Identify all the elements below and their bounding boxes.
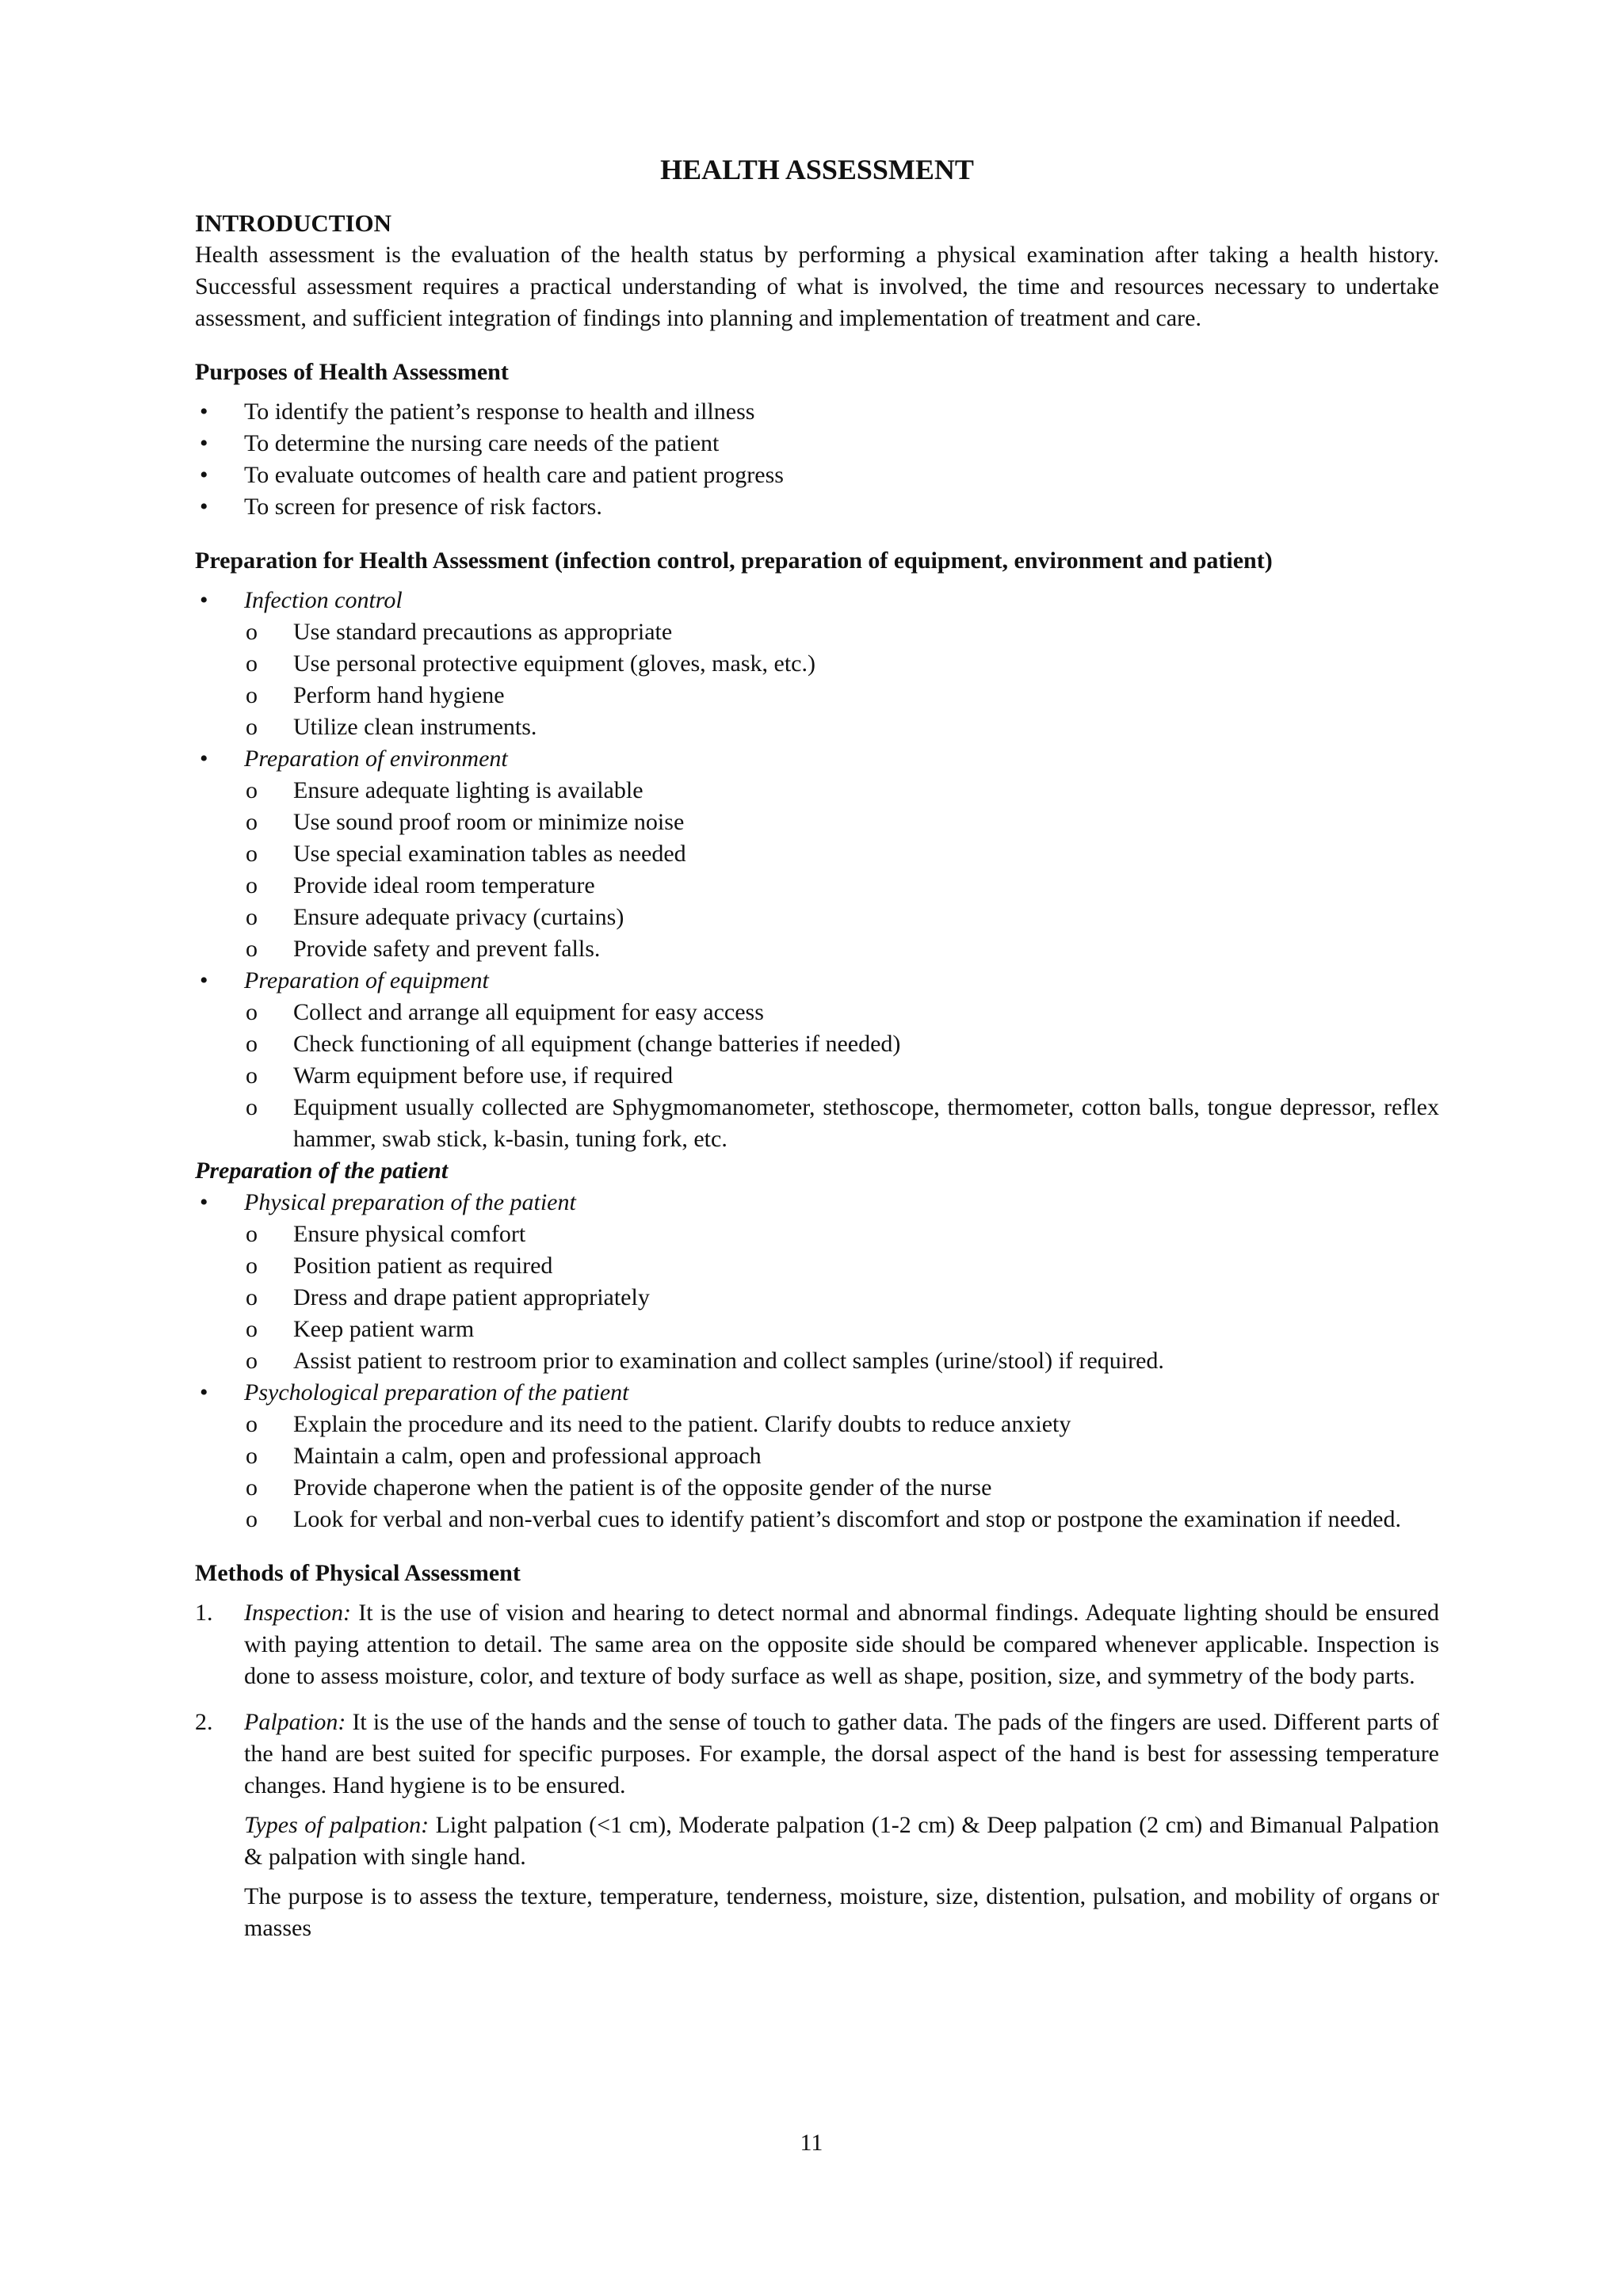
sub-list-item: o Use personal protective equipment (gloves, mask, etc.)	[195, 648, 1439, 680]
circle-bullet-icon: o	[246, 1284, 258, 1310]
circle-bullet-icon: o	[246, 1443, 258, 1469]
sub-list-item: o Explain the procedure and its need to the patient. Clarify doubts to reduce anxiety	[195, 1409, 1439, 1440]
sub-list-item: o Use sound proof room or minimize noise	[195, 807, 1439, 838]
circle-bullet-icon: o	[246, 841, 258, 867]
circle-bullet-icon: o	[246, 714, 258, 740]
preparation-heading: Preparation for Health Assessment (infection control, preparation of equipment, environment and patient)	[195, 547, 1273, 574]
list-item: • To screen for presence of risk factors.	[195, 491, 1439, 523]
methods-list	[195, 1597, 1439, 1802]
sub-list-item: o Check functioning of all equipment (change batteries if needed)	[195, 1028, 1439, 1060]
bullet-icon: •	[200, 967, 208, 994]
sub-list-item: o Perform hand hygiene	[195, 680, 1439, 711]
purposes-list	[195, 396, 1439, 523]
sub-list-item: o Position patient as required	[195, 1250, 1439, 1282]
circle-bullet-icon: o	[246, 1411, 258, 1437]
intro-paragraph: Health assessment is the evaluation of the health status by performing a physical examination after taking a health history. Successful assessment requires a practical understanding of what is involved, the time and resources necessary to undertake assessment, and sufficient integration of findings into planning and implementation of treatment and care.	[195, 242, 1439, 331]
sub-list-item: o Utilize clean instruments.	[195, 711, 1439, 743]
list-item: • Infection control	[195, 585, 1439, 616]
circle-bullet-icon: o	[246, 619, 258, 645]
circle-bullet-icon: o	[246, 904, 258, 930]
bullet-icon: •	[200, 462, 208, 488]
sub-list-item: o Provide safety and prevent falls.	[195, 933, 1439, 965]
page-title: HEALTH ASSESSMENT	[660, 154, 974, 185]
sub-list-item: o Provide ideal room temperature	[195, 870, 1439, 902]
sub-list-item: o Provide chaperone when the patient is of the opposite gender of the nurse	[195, 1472, 1439, 1504]
list-item: • To identify the patient’s response to health and illness	[195, 396, 1439, 428]
bullet-icon: •	[200, 399, 208, 425]
sub-list-item: o Use special examination tables as needed	[195, 838, 1439, 870]
list-item: 2. Palpation: It is the use of the hands and the sense of touch to gather data. The pads of the fingers are used. Different parts of the hand are best suited for specific purposes. For example, the dorsal aspect of the hand is best for assessing temperature changes. Hand hygiene is to be ensured.	[195, 1709, 1439, 1798]
sub-list-item: o Ensure adequate lighting is available	[195, 775, 1439, 807]
sub-list-item: o Assist patient to restroom prior to examination and collect samples (urine/stool) if required.	[195, 1345, 1439, 1377]
sub-list-item: o Collect and arrange all equipment for easy access	[195, 997, 1439, 1028]
bullet-icon: •	[200, 494, 208, 520]
circle-bullet-icon: o	[246, 682, 258, 708]
bullet-icon: •	[200, 587, 208, 613]
list-item: • Physical preparation of the patient	[195, 1187, 1439, 1219]
circle-bullet-icon: o	[246, 1348, 258, 1374]
circle-bullet-icon: o	[246, 999, 258, 1025]
sub-list-item: o Use standard precautions as appropriate	[195, 616, 1439, 648]
list-item: • Preparation of environment	[195, 743, 1439, 775]
sub-list-item: o Ensure physical comfort	[195, 1219, 1439, 1250]
circle-bullet-icon: o	[246, 872, 258, 898]
circle-bullet-icon: o	[246, 650, 258, 677]
page-number: 11	[800, 2130, 823, 2156]
circle-bullet-icon: o	[246, 936, 258, 962]
intro-heading: INTRODUCTION	[195, 209, 392, 237]
list-item: 1. Inspection: It is the use of vision and hearing to detect normal and abnormal findings. Adequate lighting should be ensured with paying attention to detail. The same area on the opposite side should be compared whenever applicable. Inspection is done to assess moisture, color, and texture of body surface as well as shape, position, size, and symmetry of the body parts.	[195, 1600, 1439, 1689]
bullet-icon: •	[200, 430, 208, 456]
sub-list-item: o Equipment usually collected are Sphygmomanometer, stethoscope, thermometer, cotton balls, tongue depressor, reflex hammer, swab stick, k-basin, tuning fork, etc.	[195, 1092, 1439, 1155]
bullet-icon: •	[200, 1379, 208, 1405]
circle-bullet-icon: o	[246, 1031, 258, 1057]
circle-bullet-icon: o	[246, 1221, 258, 1247]
sub-list-item: o Dress and drape patient appropriately	[195, 1282, 1439, 1314]
palpation-purpose: The purpose is to assess the texture, temperature, tenderness, moisture, size, distention, pulsation, and mobility of organs or masses	[244, 1883, 1439, 1941]
circle-bullet-icon: o	[246, 1253, 258, 1279]
circle-bullet-icon: o	[246, 1506, 258, 1532]
bullet-icon: •	[200, 746, 208, 772]
list-item: • To determine the nursing care needs of the patient	[195, 428, 1439, 460]
sub-list-item: o Keep patient warm	[195, 1314, 1439, 1345]
bullet-icon: •	[200, 1189, 208, 1215]
purposes-heading: Purposes of Health Assessment	[195, 359, 509, 385]
sub-list-item: o Warm equipment before use, if required	[195, 1060, 1439, 1092]
palpation-types: Types of palpation: Light palpation (<1 cm), Moderate palpation (1-2 cm) & Deep palpation (2 cm) and Bimanual Palpation & palpation with single hand.	[244, 1812, 1440, 1870]
patient-prep-heading: Preparation of the patient	[195, 1158, 449, 1184]
circle-bullet-icon: o	[246, 1474, 258, 1501]
document-page	[195, 151, 1439, 1944]
circle-bullet-icon: o	[246, 777, 258, 803]
circle-bullet-icon: o	[246, 1094, 258, 1120]
patient-prep-list	[195, 1187, 1439, 1535]
list-item: • Preparation of equipment	[195, 965, 1439, 997]
sub-list-item: o Look for verbal and non-verbal cues to identify patient’s discomfort and stop or postpone the examination if needed.	[195, 1504, 1439, 1535]
methods-heading: Methods of Physical Assessment	[195, 1560, 521, 1586]
list-item: • To evaluate outcomes of health care and patient progress	[195, 460, 1439, 491]
list-item: • Psychological preparation of the patient	[195, 1377, 1439, 1409]
preparation-list	[195, 585, 1439, 1155]
circle-bullet-icon: o	[246, 809, 258, 835]
circle-bullet-icon: o	[246, 1316, 258, 1342]
sub-list-item: o Ensure adequate privacy (curtains)	[195, 902, 1439, 933]
sub-list-item: o Maintain a calm, open and professional approach	[195, 1440, 1439, 1472]
circle-bullet-icon: o	[246, 1062, 258, 1089]
